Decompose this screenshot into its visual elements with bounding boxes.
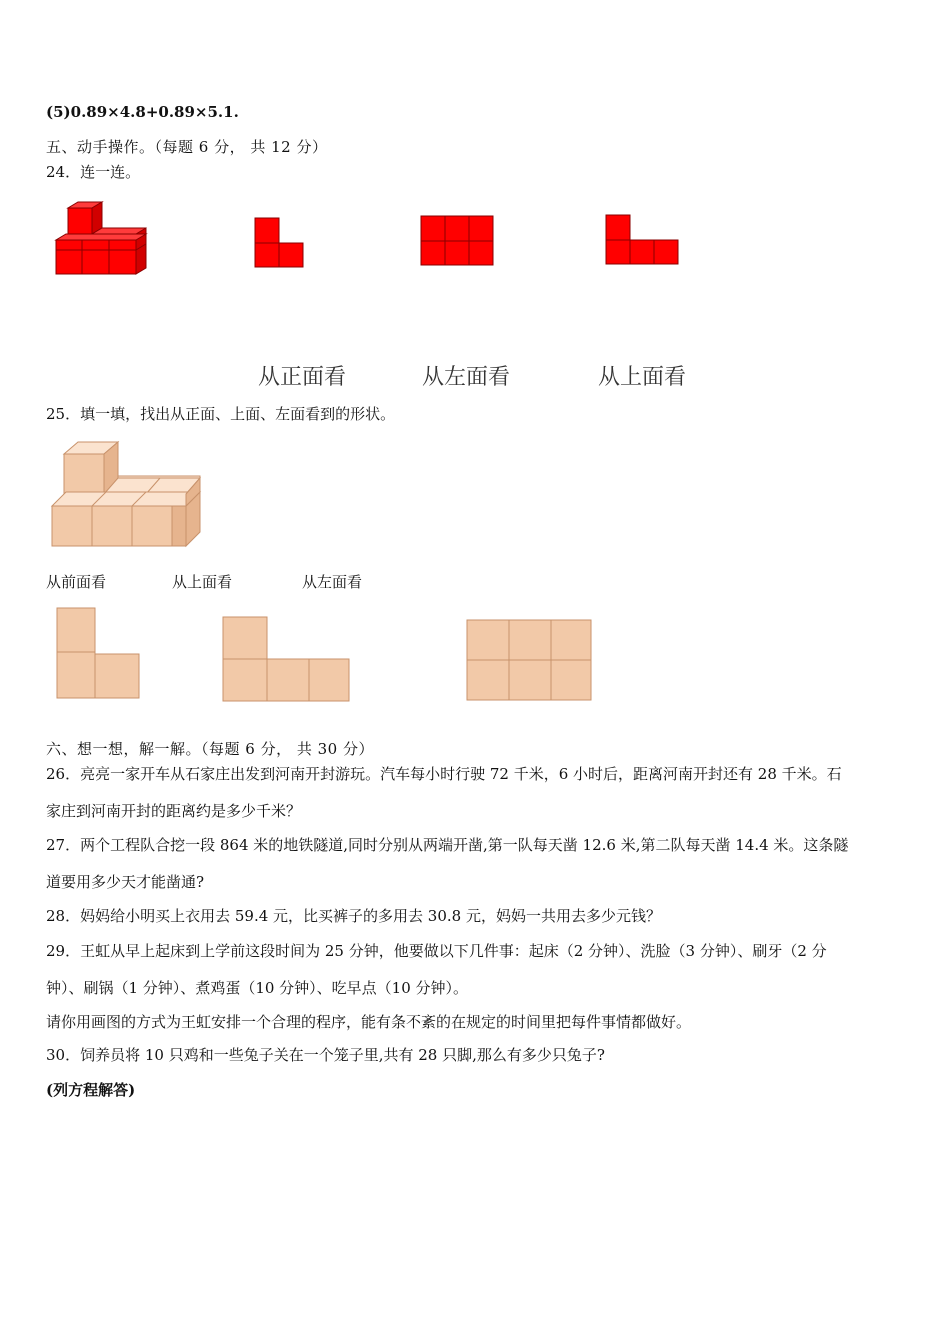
- q26-text-1: 26．亮亮一家开车从石家庄出发到河南开封游玩。汽车每小时行驶 72 千米，6 小时后，距离河南开封还有 28 千米。石: [46, 765, 842, 783]
- q25-solid-figure: [50, 438, 205, 550]
- q29-text-2: 钟）、刷锅（1 分钟）、煮鸡蛋（10 分钟）、吃早点（10 分钟）。: [46, 979, 469, 997]
- q25-label-front: 从前面看: [46, 573, 107, 591]
- q24-text: 24．连一连。: [46, 163, 141, 181]
- q24-view-shape-2: [420, 215, 496, 267]
- q25-label-top: 从上面看: [172, 573, 233, 591]
- q24-label-top: 从上面看: [598, 365, 687, 390]
- q24-label-front: 从正面看: [258, 365, 347, 390]
- q30-text-1: 30．饲养员将 10 只鸡和一些兔子关在一个笼子里,共有 28 只脚,那么有多少只兔子?: [46, 1046, 605, 1064]
- calc-item-5: (5)0.89×4.8+0.89×5.1.: [46, 103, 239, 121]
- q24-solid-figure: [50, 200, 155, 278]
- q30-text-2: (列方程解答): [46, 1081, 136, 1099]
- q25-view-shape-2: [222, 616, 352, 704]
- q25-view-shape-1: [56, 607, 142, 701]
- q29-text-3: 请你用画图的方式为王虹安排一个合理的程序，能有条不紊的在规定的时间里把每件事情都做好。: [46, 1013, 692, 1031]
- q24-view-shape-3: [605, 214, 681, 266]
- section6-title: 六、想一想，解一解。（每题 6 分， 共 30 分）: [46, 740, 374, 758]
- q25-label-left: 从左面看: [302, 573, 363, 591]
- section5-title: 五、动手操作。（每题 6 分， 共 12 分）: [46, 138, 328, 156]
- q28-text: 28．妈妈给小明买上衣用去 59.4 元，比买裤子的多用去 30.8 元，妈妈一共用去多少元钱？: [46, 907, 661, 925]
- q24-label-left: 从左面看: [422, 365, 511, 390]
- q29-text-1: 29．王虹从早上起床到上学前这段时间为 25 分钟，他要做以下几件事：起床（2 分钟）、洗脸（3 分钟）、刷牙（2 分: [46, 942, 827, 960]
- q24-view-shape-1: [254, 217, 306, 269]
- q27-text-1: 27．两个工程队合挖一段 864 米的地铁隧道,同时分别从两端开凿,第一队每天凿 12.6 米,第二队每天凿 14.4 米。这条隧: [46, 836, 849, 854]
- q26-text-2: 家庄到河南开封的距离约是多少千米？: [46, 802, 302, 820]
- q27-text-2: 道要用多少天才能凿通?: [46, 873, 205, 891]
- q25-text: 25．填一填，找出从正面、上面、左面看到的形状。: [46, 405, 396, 423]
- q25-view-shape-3: [466, 619, 594, 703]
